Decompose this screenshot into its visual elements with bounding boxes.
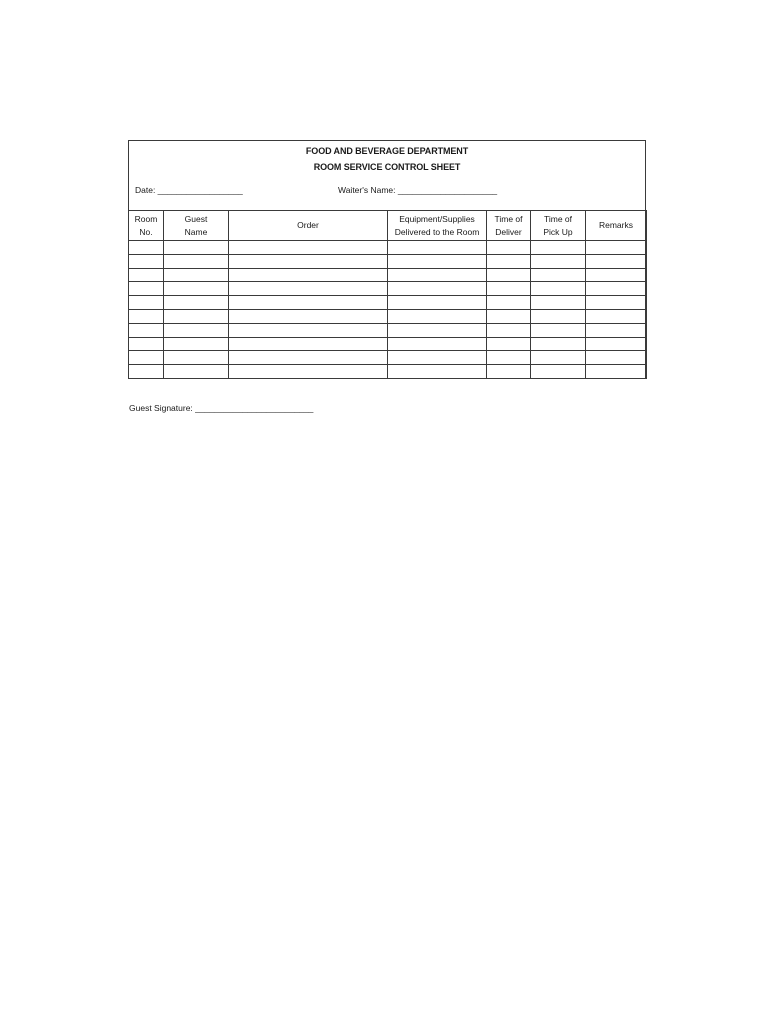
- column-header-equipment-supplies: Equipment/Supplies Delivered to the Room: [388, 211, 487, 241]
- table-row: [129, 268, 647, 282]
- table-cell[interactable]: [229, 351, 388, 365]
- table-cell[interactable]: [388, 337, 487, 351]
- table-cell[interactable]: [164, 241, 229, 255]
- table-cell[interactable]: [164, 268, 229, 282]
- table-cell[interactable]: [229, 365, 388, 379]
- table-cell[interactable]: [487, 365, 531, 379]
- table-cell[interactable]: [487, 323, 531, 337]
- sheet-header: [129, 143, 645, 175]
- table-cell[interactable]: [388, 309, 487, 323]
- table-cell[interactable]: [388, 282, 487, 296]
- table-cell[interactable]: [487, 296, 531, 310]
- table-row: [129, 365, 647, 379]
- department-title: FOOD AND BEVERAGE DEPARTMENT: [305, 146, 469, 156]
- table-cell[interactable]: [164, 337, 229, 351]
- table-row: [129, 309, 647, 323]
- table-cell[interactable]: [388, 365, 487, 379]
- table-cell[interactable]: [164, 365, 229, 379]
- table-cell[interactable]: [586, 309, 647, 323]
- table-cell[interactable]: [129, 337, 164, 351]
- table-cell[interactable]: [531, 337, 586, 351]
- table-row: [129, 351, 647, 365]
- table-cell[interactable]: [487, 309, 531, 323]
- table-cell[interactable]: [388, 268, 487, 282]
- table-cell[interactable]: [388, 254, 487, 268]
- table-cell[interactable]: [129, 365, 164, 379]
- table-cell[interactable]: [487, 268, 531, 282]
- table-cell[interactable]: [531, 323, 586, 337]
- table-cell[interactable]: [586, 365, 647, 379]
- date-field[interactable]: Date: __________________: [135, 185, 243, 195]
- column-header-time-of-deliver: Time of Deliver: [487, 211, 531, 241]
- table-cell[interactable]: [229, 309, 388, 323]
- table-cell[interactable]: [586, 254, 647, 268]
- table-cell[interactable]: [164, 296, 229, 310]
- table-cell[interactable]: [164, 282, 229, 296]
- table-row: [129, 241, 647, 255]
- column-header-time-of-pick-up: Time of Pick Up: [531, 211, 586, 241]
- table-row: [129, 282, 647, 296]
- table-row: [129, 323, 647, 337]
- table-cell[interactable]: [229, 337, 388, 351]
- control-table: [128, 210, 647, 379]
- table-cell[interactable]: [586, 337, 647, 351]
- table-cell[interactable]: [129, 282, 164, 296]
- table-cell[interactable]: [229, 296, 388, 310]
- table-cell[interactable]: [531, 296, 586, 310]
- table-header-row: [129, 211, 647, 241]
- table-cell[interactable]: [388, 296, 487, 310]
- table-cell[interactable]: [388, 241, 487, 255]
- table-cell[interactable]: [164, 309, 229, 323]
- table-cell[interactable]: [531, 365, 586, 379]
- table-cell[interactable]: [586, 268, 647, 282]
- table-cell[interactable]: [388, 351, 487, 365]
- column-header-room-no: Room No.: [129, 211, 164, 241]
- table-cell[interactable]: [129, 309, 164, 323]
- table-cell[interactable]: [229, 323, 388, 337]
- table-row: [129, 254, 647, 268]
- table-cell[interactable]: [129, 241, 164, 255]
- table-cell[interactable]: [129, 268, 164, 282]
- table-cell[interactable]: [229, 241, 388, 255]
- table-cell[interactable]: [531, 254, 586, 268]
- table-cell[interactable]: [164, 323, 229, 337]
- table-row: [129, 296, 647, 310]
- table-cell[interactable]: [164, 254, 229, 268]
- table-cell[interactable]: [164, 351, 229, 365]
- guest-signature-field[interactable]: Guest Signature: _________________________: [129, 403, 314, 413]
- table-cell[interactable]: [487, 254, 531, 268]
- table-cell[interactable]: [129, 254, 164, 268]
- table-cell[interactable]: [531, 351, 586, 365]
- table-cell[interactable]: [487, 351, 531, 365]
- info-row: [129, 185, 645, 199]
- table-cell[interactable]: [487, 241, 531, 255]
- table-cell[interactable]: [129, 296, 164, 310]
- room-service-control-sheet: [128, 140, 646, 379]
- table-row: [129, 337, 647, 351]
- table-cell[interactable]: [531, 309, 586, 323]
- table-cell[interactable]: [586, 282, 647, 296]
- table-cell[interactable]: [487, 337, 531, 351]
- sheet-title: ROOM SERVICE CONTROL SHEET: [313, 162, 461, 172]
- column-header-guest-name: Guest Name: [164, 211, 229, 241]
- column-header-order: Order: [229, 211, 388, 241]
- waiter-name-field[interactable]: Waiter's Name: _____________________: [338, 185, 498, 195]
- table-cell[interactable]: [586, 241, 647, 255]
- table-cell[interactable]: [229, 268, 388, 282]
- column-header-remarks: Remarks: [586, 211, 647, 241]
- table-cell[interactable]: [388, 323, 487, 337]
- table-cell[interactable]: [586, 351, 647, 365]
- table-cell[interactable]: [229, 282, 388, 296]
- table-cell[interactable]: [531, 282, 586, 296]
- table-cell[interactable]: [586, 323, 647, 337]
- table-cell[interactable]: [531, 268, 586, 282]
- table-cell[interactable]: [487, 282, 531, 296]
- table-cell[interactable]: [129, 351, 164, 365]
- table-cell[interactable]: [531, 241, 586, 255]
- table-cell[interactable]: [229, 254, 388, 268]
- table-cell[interactable]: [586, 296, 647, 310]
- table-cell[interactable]: [129, 323, 164, 337]
